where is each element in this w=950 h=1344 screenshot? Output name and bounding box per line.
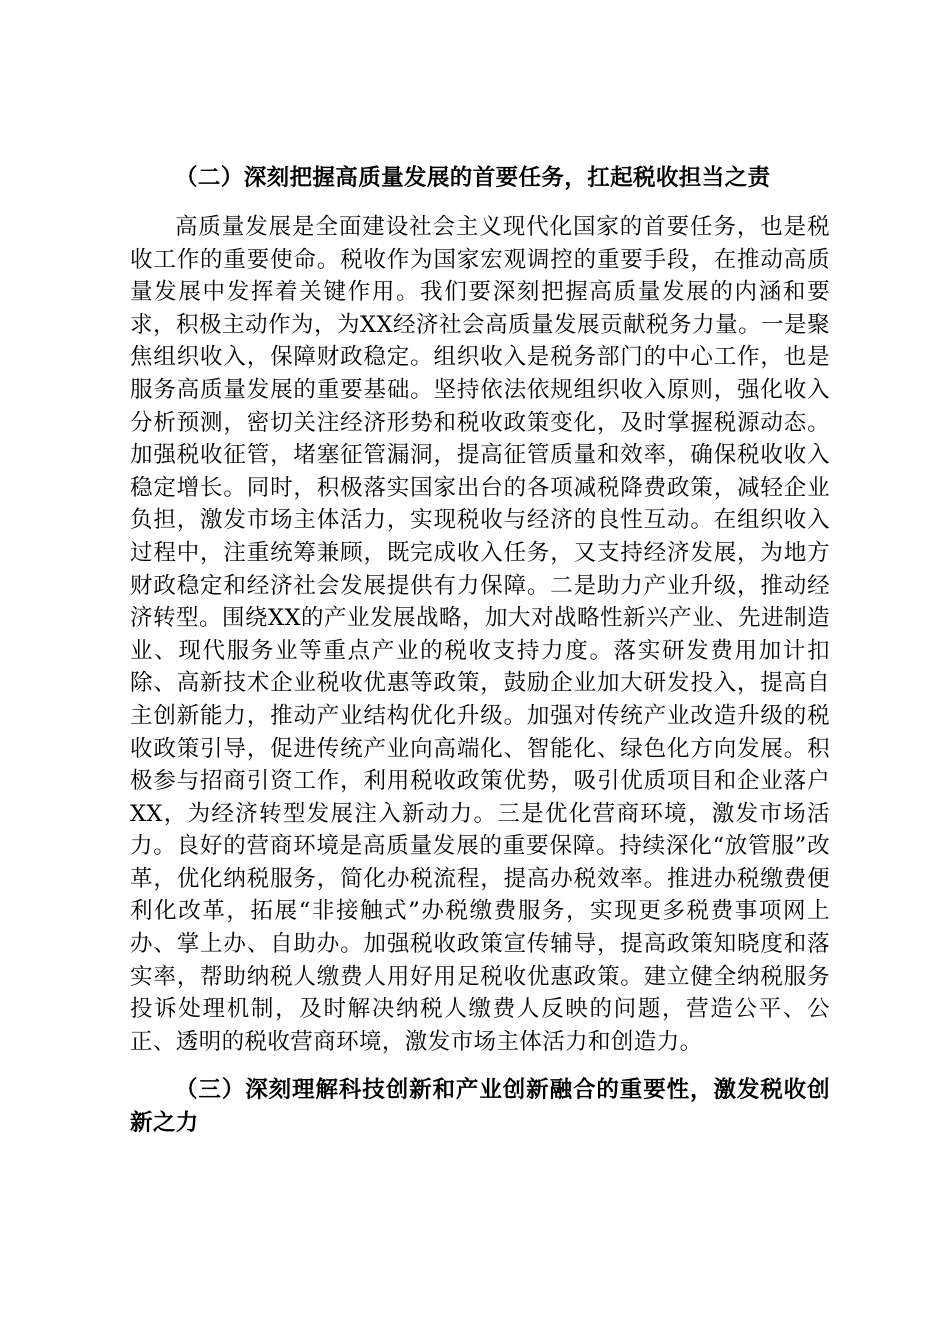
section-heading-2: （二）深刻把握高质量发展的首要任务，扛起税收担当之责 [175,165,771,191]
section-heading-3: （三）深刻理解科技创新和产业创新融合的重要性，激发税收创新之力 [130,1077,830,1137]
body-paragraph: 高质量发展是全面建设社会主义现代化国家的首要任务，也是税收工作的重要使命。税收作为国家宏观调控的重要手段，在推动高质量发展中发挥着关键作用。我们要深刻把握高质量发展的内涵和要求，积极主动作为，为XX经济社会高质量发展贡献税务力量。一是聚焦组织收入，保障财政稳定。组织收入是税务部门的中心工作，也是服务高质量发展的重要基础。坚持依法依规组织收入原则，强化收入分析预测，密切关注经济形势和税收政策变化，及时掌握税源动态。加强税收征管，堵塞征管漏洞，提高征管质量和效率，确保税收收入稳定增长。同时，积极落实国家出台的各项减税降费政策，减轻企业负担，激发市场主体活力，实现税收与经济的良性互动。在组织收入过程中，注重统筹兼顾，既完成收入任务，又支持经济发展，为地方财政稳定和经济社会发展提供有力保障。二是助力产业升级，推动经济转型。围绕XX的产业发展战略，加大对战略性新兴产业、先进制造业、现代服务业等重点产业的税收支持力度。落实研发费用加计扣除、高新技术企业税收优惠等政策，鼓励企业加大研发投入，提高自主创新能力，推动产业结构优化升级。加强对传统产业改造升级的税收政策引导，促进传统产业向高端化、智能化、绿色化方向发展。积极参与招商引资工作，利用税收政策优势，吸引优质项目和企业落户XX，为经济转型发展注入新动力。三是优化营商环境，激发市场活力。良好的营商环境是高质量发展的重要保障。持续深化“放管服”改革，优化纳税服务，简化办税流程，提高办税效率。推进办税缴费便利化改革，拓展“非接触式”办税缴费服务，实现更多税费事项网上办、掌上办、自助办。加强税收政策宣传辅导，提高政策知晓度和落实率，帮助纳税人缴费人用好用足税收优惠政策。建立健全纳税服务投诉处理机制，及时解决纳税人缴费人反映的问题，营造公平、公正、透明的税收营商环境，激发市场主体活力和创造力。 [130,214,830,1055]
document-page [130,162,830,1140]
